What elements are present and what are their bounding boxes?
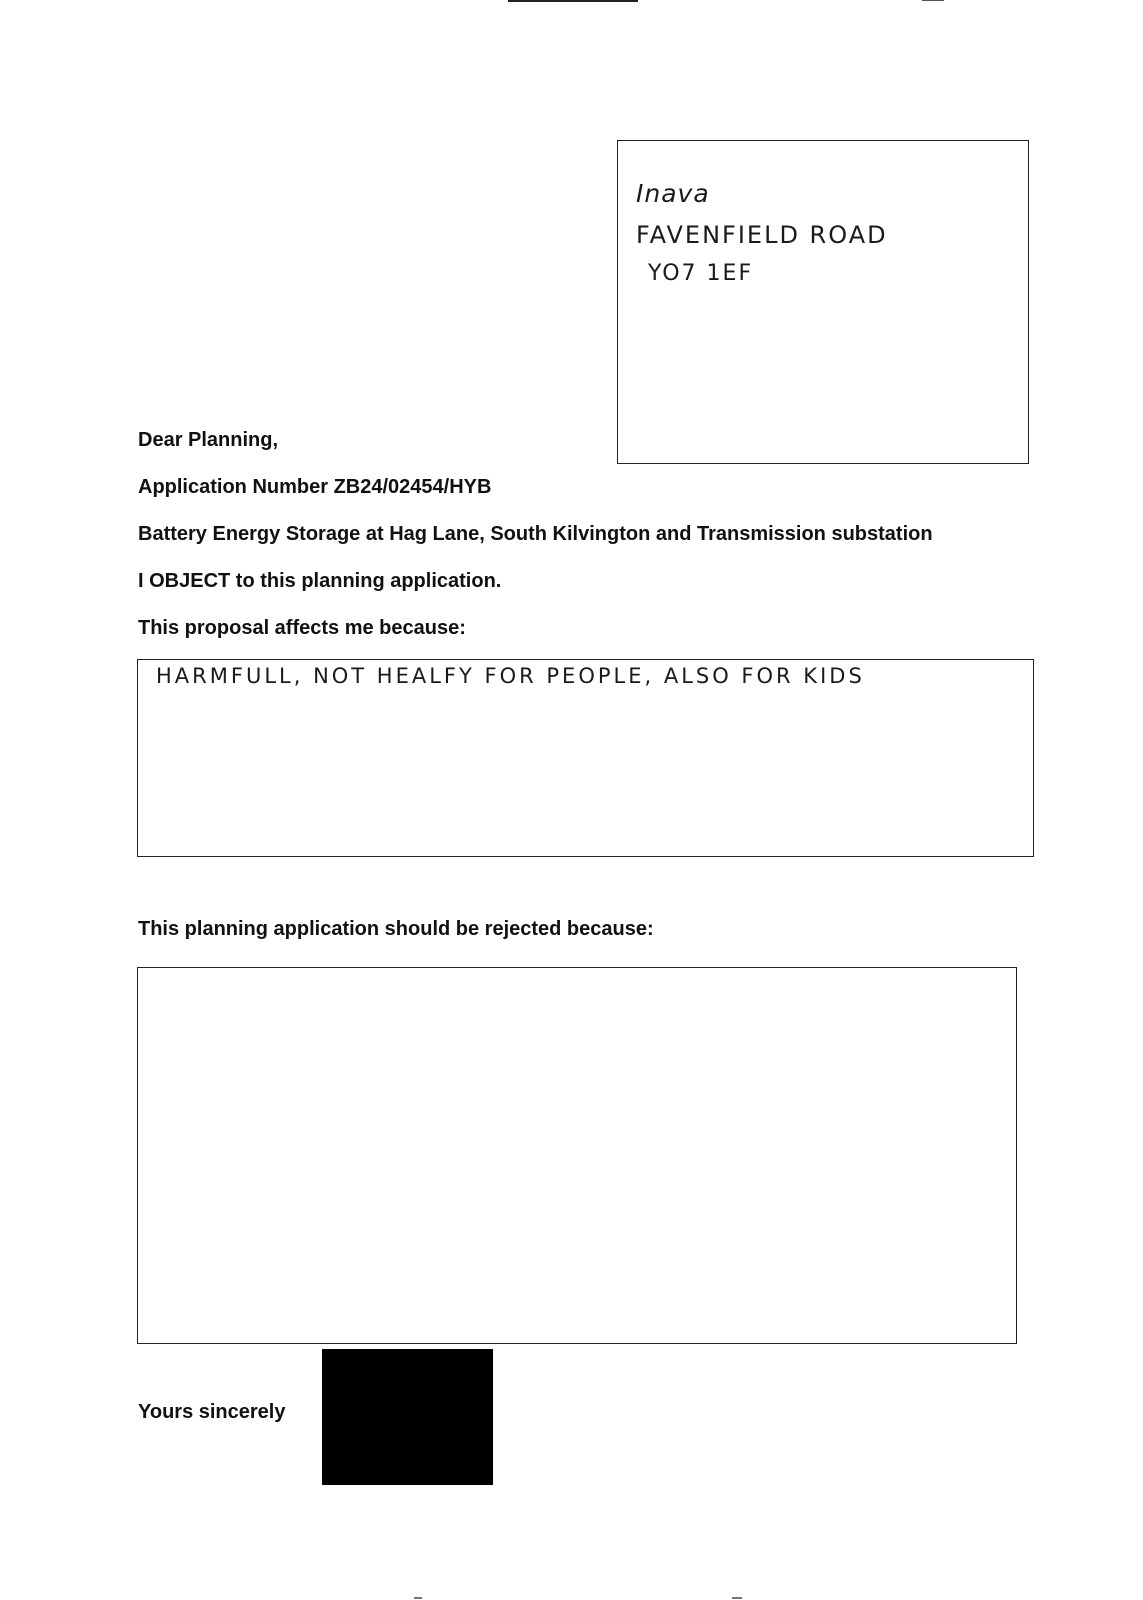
address-box <box>617 140 1029 464</box>
rejected-answer-box[interactable] <box>137 967 1017 1344</box>
application-number: Application Number ZB24/02454/HYB <box>138 476 492 498</box>
affects-answer-box[interactable] <box>137 659 1034 857</box>
scan-mark <box>414 1597 422 1599</box>
address-street: FAVENFIELD ROAD <box>636 221 888 249</box>
objection-statement: I OBJECT to this planning application. <box>138 570 502 592</box>
affects-answer-text: HARMFULL, NOT HEALFY FOR PEOPLE, ALSO FOR KIDS <box>156 664 865 688</box>
project-title: Battery Energy Storage at Hag Lane, South Kilvington and Transmission substation <box>138 523 933 545</box>
top-rule <box>508 0 638 2</box>
signature-redaction <box>322 1349 493 1485</box>
address-postcode: YO7 1EF <box>648 261 754 286</box>
top-rule-fragment <box>922 0 944 1</box>
signoff: Yours sincerely <box>138 1401 286 1423</box>
address-name: Inava <box>636 179 710 208</box>
salutation: Dear Planning, <box>138 429 279 451</box>
rejected-prompt: This planning application should be rejected because: <box>138 918 654 940</box>
scan-mark <box>732 1597 742 1599</box>
affects-prompt: This proposal affects me because: <box>138 617 466 639</box>
